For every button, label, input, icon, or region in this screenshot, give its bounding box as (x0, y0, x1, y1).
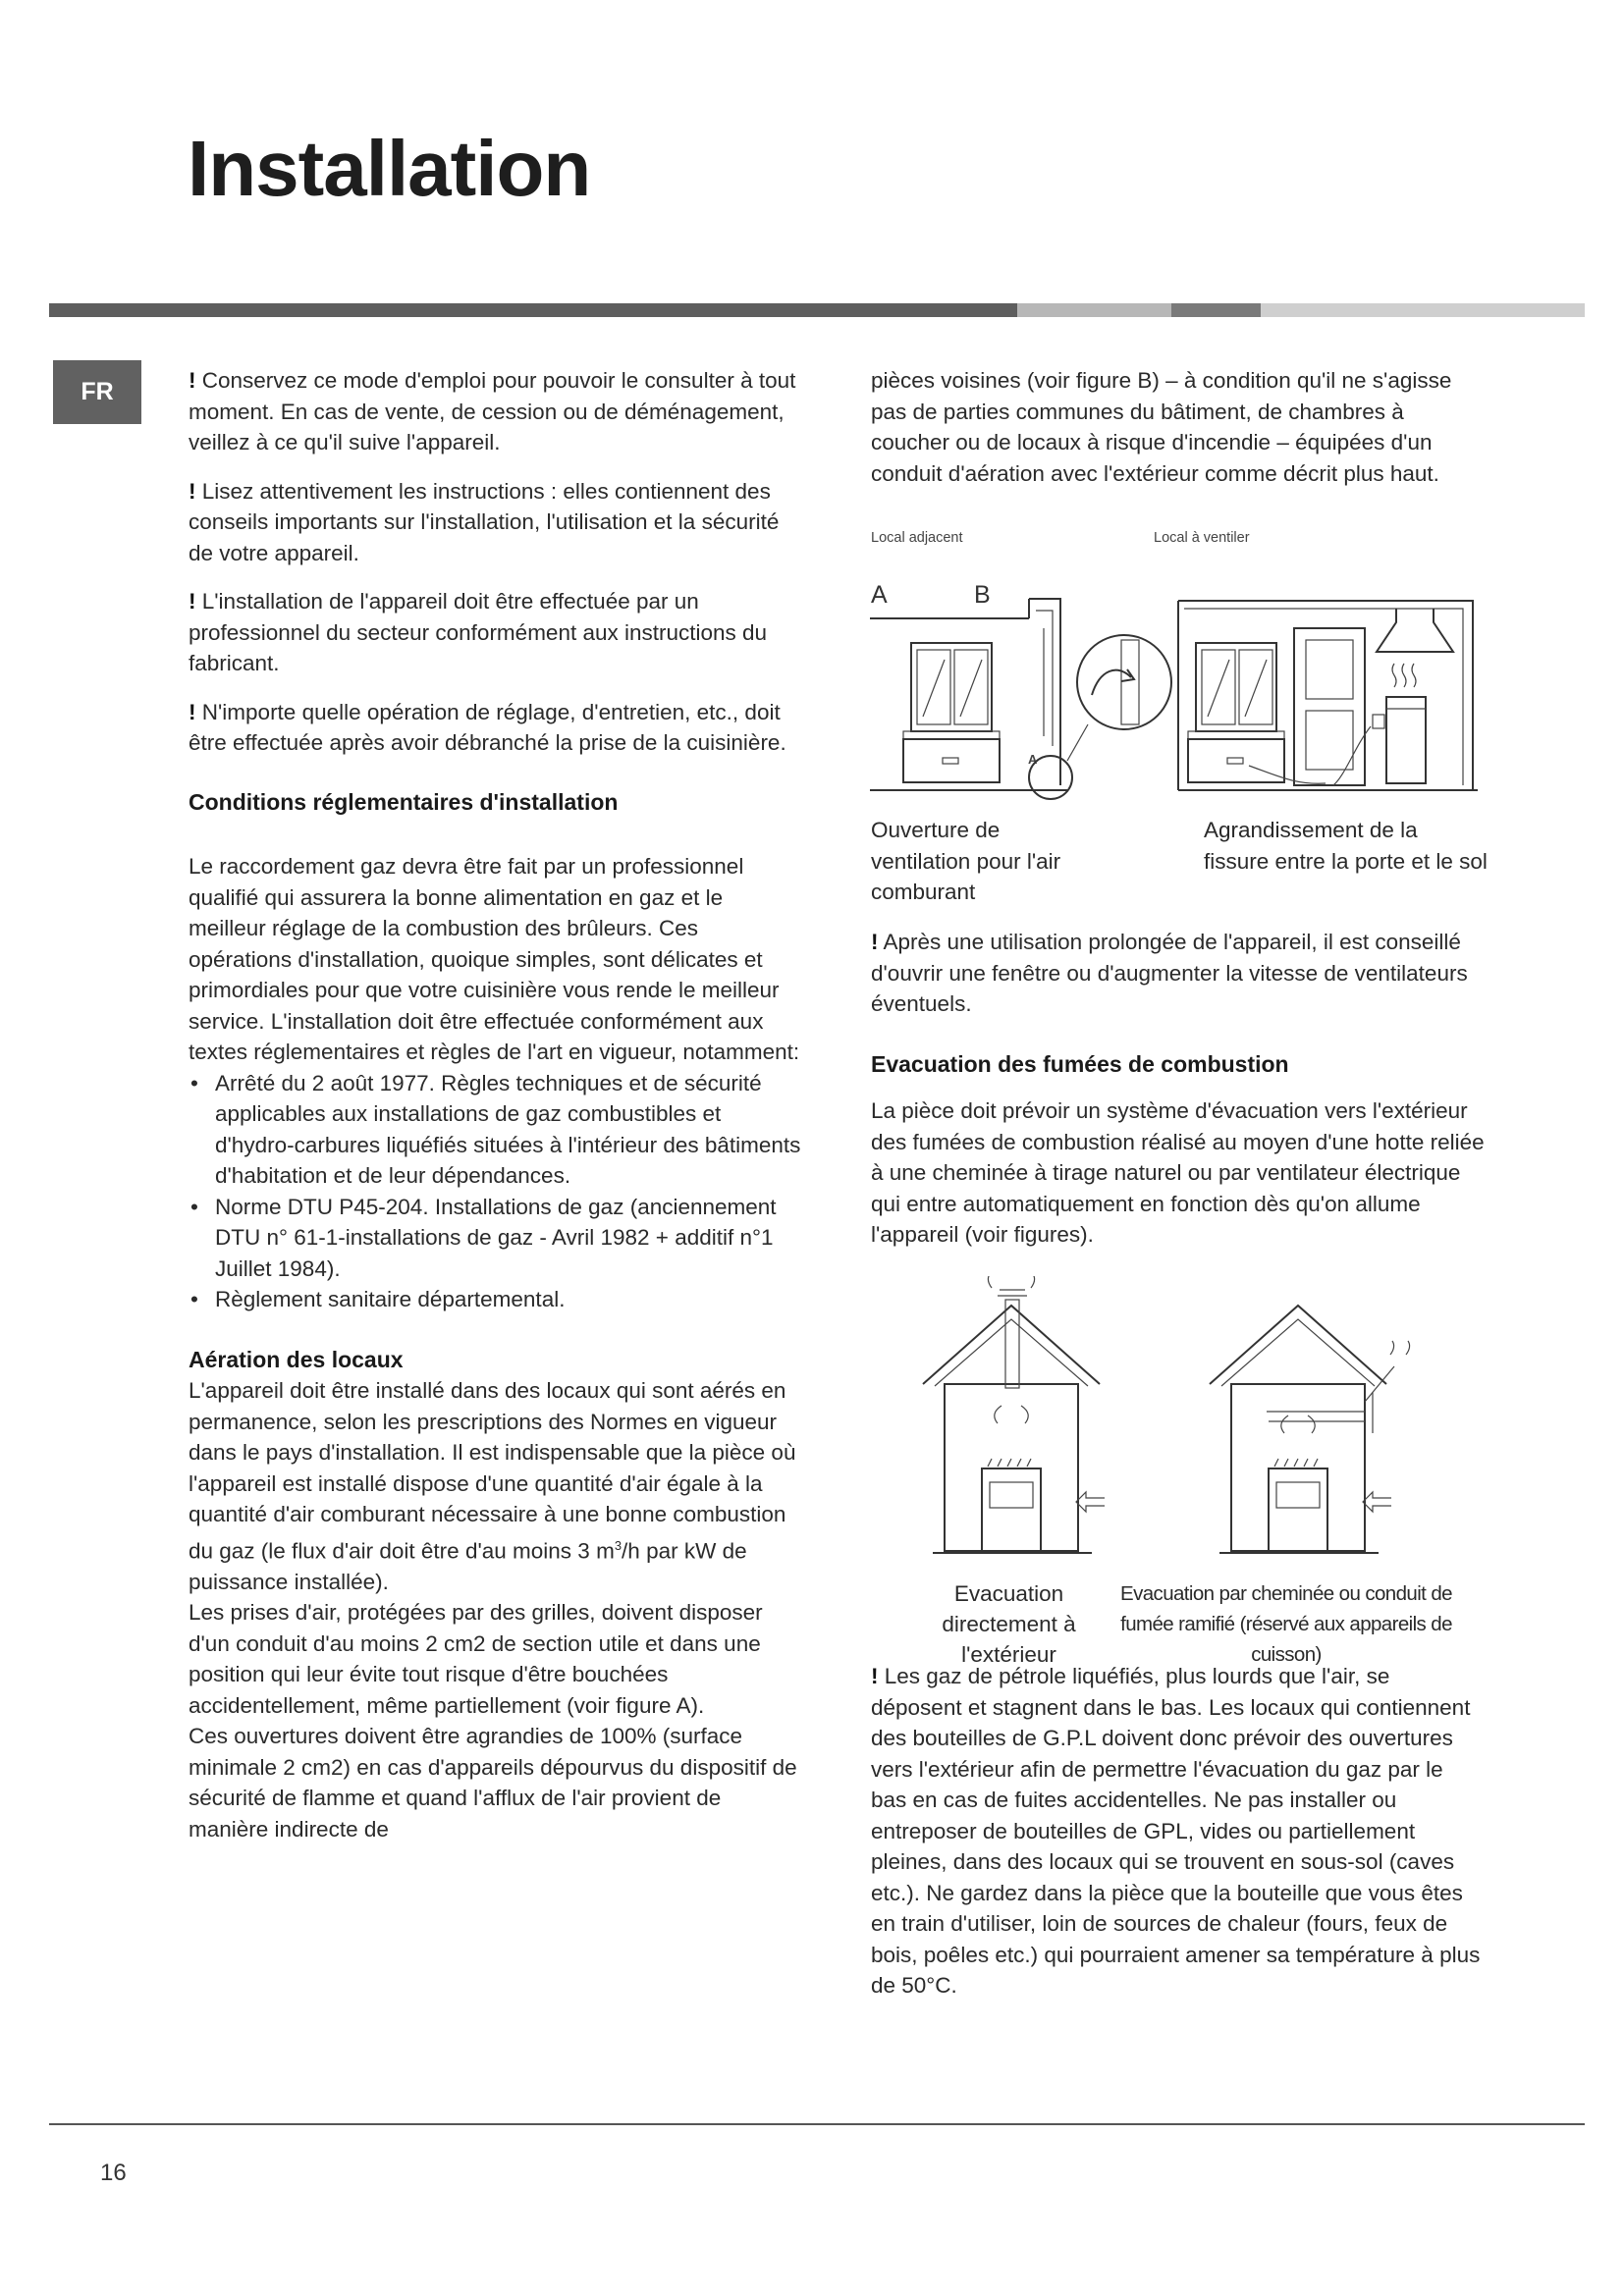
caption-door-gap: Agrandissement de la fissure entre la porte et le sol (1204, 818, 1488, 874)
warning-mark: ! (189, 368, 196, 393)
note-text: Les gaz de pétrole liquéfiés, plus lourds que l'air, se déposent et stagnent dans le bas. Les locaux qui contiennent des bouteilles de G.P.L doivent donc prévoir des ouvertures vers l'extérieur afin de permettre l'évacuation du gaz par le bas en cas de fuites accidentelles. Ne pas installer ou entreposer de bouteilles de GPL, vides ou partiellement pleines, dans des locaux qui se trouvent en sous-sol (caves etc.). Ne gardez dans la pièce que la bouteille que vous êtes en train d'utiliser, loin de sources de chaleur (fours, feux de bois, poêles etc.) qui pourraient amener sa température à plus de 50°C. (871, 1664, 1481, 1998)
header-bar-light (1017, 303, 1171, 317)
regulations-list (189, 1068, 802, 1315)
figure-detail-a: A (1028, 752, 1038, 767)
note-gpl (871, 1661, 1485, 2002)
warning-mark: ! (871, 1664, 879, 1688)
aeration-paragraph-1 (189, 1375, 802, 1597)
superscript: 3 (614, 1537, 623, 1553)
warning-mark: ! (189, 699, 196, 724)
list-item: • Norme DTU P45-204. Installations de gaz (anciennement DTU n° 61-1-installations de gaz - Avril 1982 + additif n°1 Juillet 1984). (189, 1192, 802, 1285)
figure-label-adjacent: Local adjacent (871, 530, 963, 546)
caption-ventilation-opening: Ouverture de ventilation pour l'air comburant (871, 818, 1061, 904)
text: /h par kW de puissance installée). (189, 1538, 747, 1594)
list-item: • Règlement sanitaire départemental. (189, 1284, 802, 1315)
figure-label-ventilated: Local à ventiler (1154, 530, 1250, 546)
header-bar-dark (49, 303, 1017, 317)
continuation-paragraph: pièces voisines (voir figure B) – à condition qu'il ne s'agisse pas de parties communes du bâtiment, de chambres à coucher ou de locaux à risque d'incendie – équipées d'un conduit d'aération avec l'extérieur comme décrit plus haut. (871, 368, 1452, 486)
left-column (189, 365, 802, 1844)
note-read-instructions (189, 476, 802, 569)
note-text: Après une utilisation prolongée de l'appareil, il est conseillé d'ouvrir une fenêtre ou d'augmenter la vitesse de ventilateurs éventuels. (871, 930, 1468, 1016)
conditions-heading: Conditions réglementaires d'installation (189, 788, 619, 815)
right-column-top (871, 365, 1485, 489)
note-keep-manual (189, 365, 802, 458)
warning-mark: ! (871, 930, 879, 954)
evacuation-body: La pièce doit prévoir un système d'évacuation vers l'extérieur des fumées de combustion réalisé au moyen d'une hotte reliée à une cheminée à tirage naturel ou par ventilateur électrique qui entre automatiquement en fonction dès qu'on allume l'appareil (voir figures). (871, 1098, 1485, 1247)
caption-direct-exhaust: Evacuation directement à l'extérieur (942, 1581, 1076, 1667)
conditions-body: Le raccordement gaz devra être fait par un professionnel qualifié qui assurera la bonne alimentation en gaz et le meilleur réglage de la combustion des brûleurs. Ces opérations d'installation, quoique simples, sont délicates et primordiales pour que votre cuisinière vous rende le meilleur service. L'installation doit être effectuée conformément aux textes réglementaires et règles de l'art en vigueur, notamment: (189, 854, 800, 1064)
right-column-bottom (871, 1661, 1485, 2002)
page-title: Installation (188, 125, 591, 212)
note-text: Conservez ce mode d'emploi pour pouvoir le consulter à tout moment. En cas de vente, de cession ou de déménagement, veillez à ce qu'il suive l'appareil. (189, 368, 796, 454)
language-badge: FR (53, 360, 141, 424)
list-item: • Arrêté du 2 août 1977. Règles techniques et de sécurité applicables aux installations de gaz combustibles et d'hydro-carbures liquéfiés situées à l'intérieur des bâtiments d'habitation et de leur dépendances. (189, 1068, 802, 1192)
footer-divider (49, 2123, 1585, 2125)
right-column-middle (871, 927, 1485, 1251)
caption-chimney-exhaust: Evacuation par cheminée ou conduit de fumée ramifié (réservé aux appareils de cuisson) (1120, 1582, 1452, 1666)
aeration-paragraph-2: Les prises d'air, protégées par des grilles, doivent disposer d'un conduit d'au moins 2 cm2 de section utile et dans une position qui leur évite tout risque d'être bouchées accidentellement, même partiellement (voir figure A). (189, 1600, 763, 1718)
aeration-paragraph-3: Ces ouvertures doivent être agrandies de 100% (surface minimale 2 cm2) en cas d'appareils dépourvus du dispositif de sécurité de flamme et quand l'afflux de l'air provient de manière indirecte de (189, 1724, 797, 1842)
header-bar-mid (1171, 303, 1261, 317)
text: L'appareil doit être installé dans des locaux qui sont aérés en permanence, selon les prescriptions des Normes en vigueur dans le pays d'installation. Il est indispensable que la pièce où l'appareil est installé dispose d'une quantité d'air égale à la quantité d'air comburant nécessaire à une bonne combustion du gaz (le flux d'air doit être d'au moins 3 m (189, 1378, 796, 1563)
note-professional-install (189, 586, 802, 679)
note-after-use (871, 927, 1485, 1020)
header-bar-lightest (1261, 303, 1585, 317)
note-text: Lisez attentivement les instructions : elles contiennent des conseils importants sur l'installation, l'utilisation et la sécurité de votre appareil. (189, 478, 780, 565)
warning-mark: ! (189, 478, 196, 504)
note-text: N'importe quelle opération de réglage, d'entretien, etc., doit être effectuée après avoir débranché la prise de la cuisinière. (189, 699, 786, 755)
ventilation-drawing (864, 589, 1492, 810)
aeration-heading: Aération des locaux (189, 1346, 404, 1372)
evacuation-drawing (903, 1276, 1453, 1571)
figure-letter-a: A (871, 581, 888, 609)
note-text: L'installation de l'appareil doit être effectuée par un professionnel du secteur conformément aux instructions du fabricant. (189, 589, 768, 675)
note-unplug (189, 697, 802, 759)
evacuation-heading: Evacuation des fumées de combustion (871, 1050, 1289, 1077)
figure-letter-b: B (974, 581, 991, 609)
warning-mark: ! (189, 589, 196, 614)
page-number: 16 (100, 2160, 127, 2186)
